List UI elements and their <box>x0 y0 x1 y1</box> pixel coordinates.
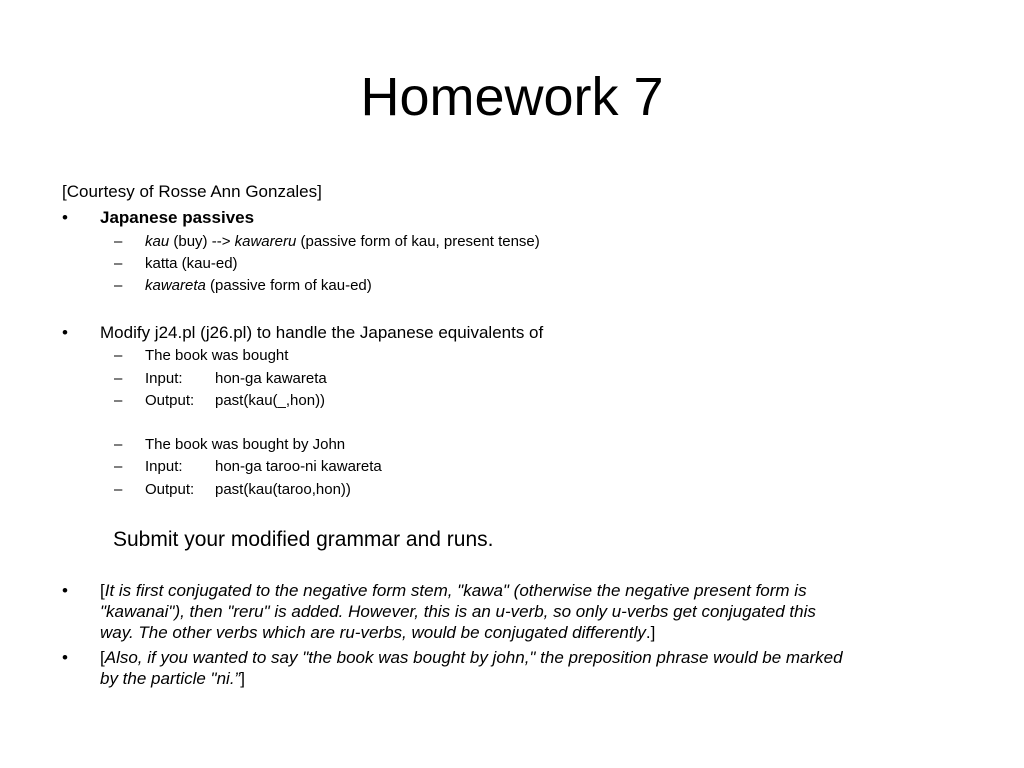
term-kawareru: kawareru <box>234 233 297 250</box>
note-1-line-1 <box>100 580 807 602</box>
term-kawareta: kawareta <box>145 277 206 294</box>
note-2-line-2 <box>100 668 245 690</box>
dash-icon: – <box>114 370 123 387</box>
section-heading-passives: Japanese passives <box>100 208 255 227</box>
note-2-line-1 <box>100 647 843 669</box>
dash-icon: – <box>114 458 123 475</box>
term-kau: kau <box>145 233 170 250</box>
note-text: It is first conjugated to the negative form stem, "kawa" (otherwise the negative present form is <box>104 581 807 600</box>
courtesy-text: [Courtesy of Rosse Ann Gonzales] <box>62 182 322 201</box>
note-text: by the particle "ni.” <box>100 669 241 688</box>
bullet-icon: • <box>62 323 68 342</box>
example-sentence: The book was bought <box>145 347 289 364</box>
list-item: katta (kau-ed) <box>145 255 238 272</box>
dash-icon: – <box>114 392 123 409</box>
bullet-icon: • <box>62 648 68 667</box>
dash-icon: – <box>114 347 123 364</box>
note-1-line-3 <box>100 622 655 644</box>
list-item <box>145 276 372 296</box>
item-text: (passive form of kau, present tense) <box>296 233 540 250</box>
submit-instruction: Submit your modified grammar and runs. <box>113 528 494 551</box>
list-item <box>145 232 540 252</box>
bracket-close: .] <box>645 623 656 642</box>
bracket-open: [ <box>100 648 105 667</box>
dash-icon: – <box>114 481 123 498</box>
input-label: Input: <box>145 370 183 387</box>
output-value: past(kau(taroo,hon)) <box>215 481 351 498</box>
output-value: past(kau(_,hon)) <box>215 392 326 409</box>
bullet-icon: • <box>62 581 68 600</box>
bullet-icon: • <box>62 208 68 227</box>
bracket-close: ] <box>240 669 245 688</box>
item-text: (buy) --> <box>169 233 235 250</box>
input-label: Input: <box>145 458 183 475</box>
slide-title: Homework 7 <box>360 67 664 127</box>
bracket-open: [ <box>100 581 105 600</box>
note-1-line-2: "kawanai"), then "reru" is added. However, this is an u-verb, so only u-verbs get conjugated this <box>100 602 816 621</box>
input-value: hon-ga kawareta <box>215 370 327 387</box>
dash-icon: – <box>114 233 123 250</box>
section-heading-modify: Modify j24.pl (j26.pl) to handle the Japanese equivalents of <box>100 323 544 342</box>
output-label: Output: <box>145 481 195 498</box>
note-text: Also, if you wanted to say "the book was bought by john," the preposition phrase would be marked <box>104 648 843 667</box>
dash-icon: – <box>114 255 123 272</box>
input-value: hon-ga taroo-ni kawareta <box>215 458 382 475</box>
item-text: (passive form of kau-ed) <box>205 277 372 294</box>
example-sentence: The book was bought by John <box>145 436 346 453</box>
note-text: way. The other verbs which are ru-verbs, would be conjugated differently <box>100 623 646 642</box>
dash-icon: – <box>114 436 123 453</box>
output-label: Output: <box>145 392 195 409</box>
dash-icon: – <box>114 277 123 294</box>
